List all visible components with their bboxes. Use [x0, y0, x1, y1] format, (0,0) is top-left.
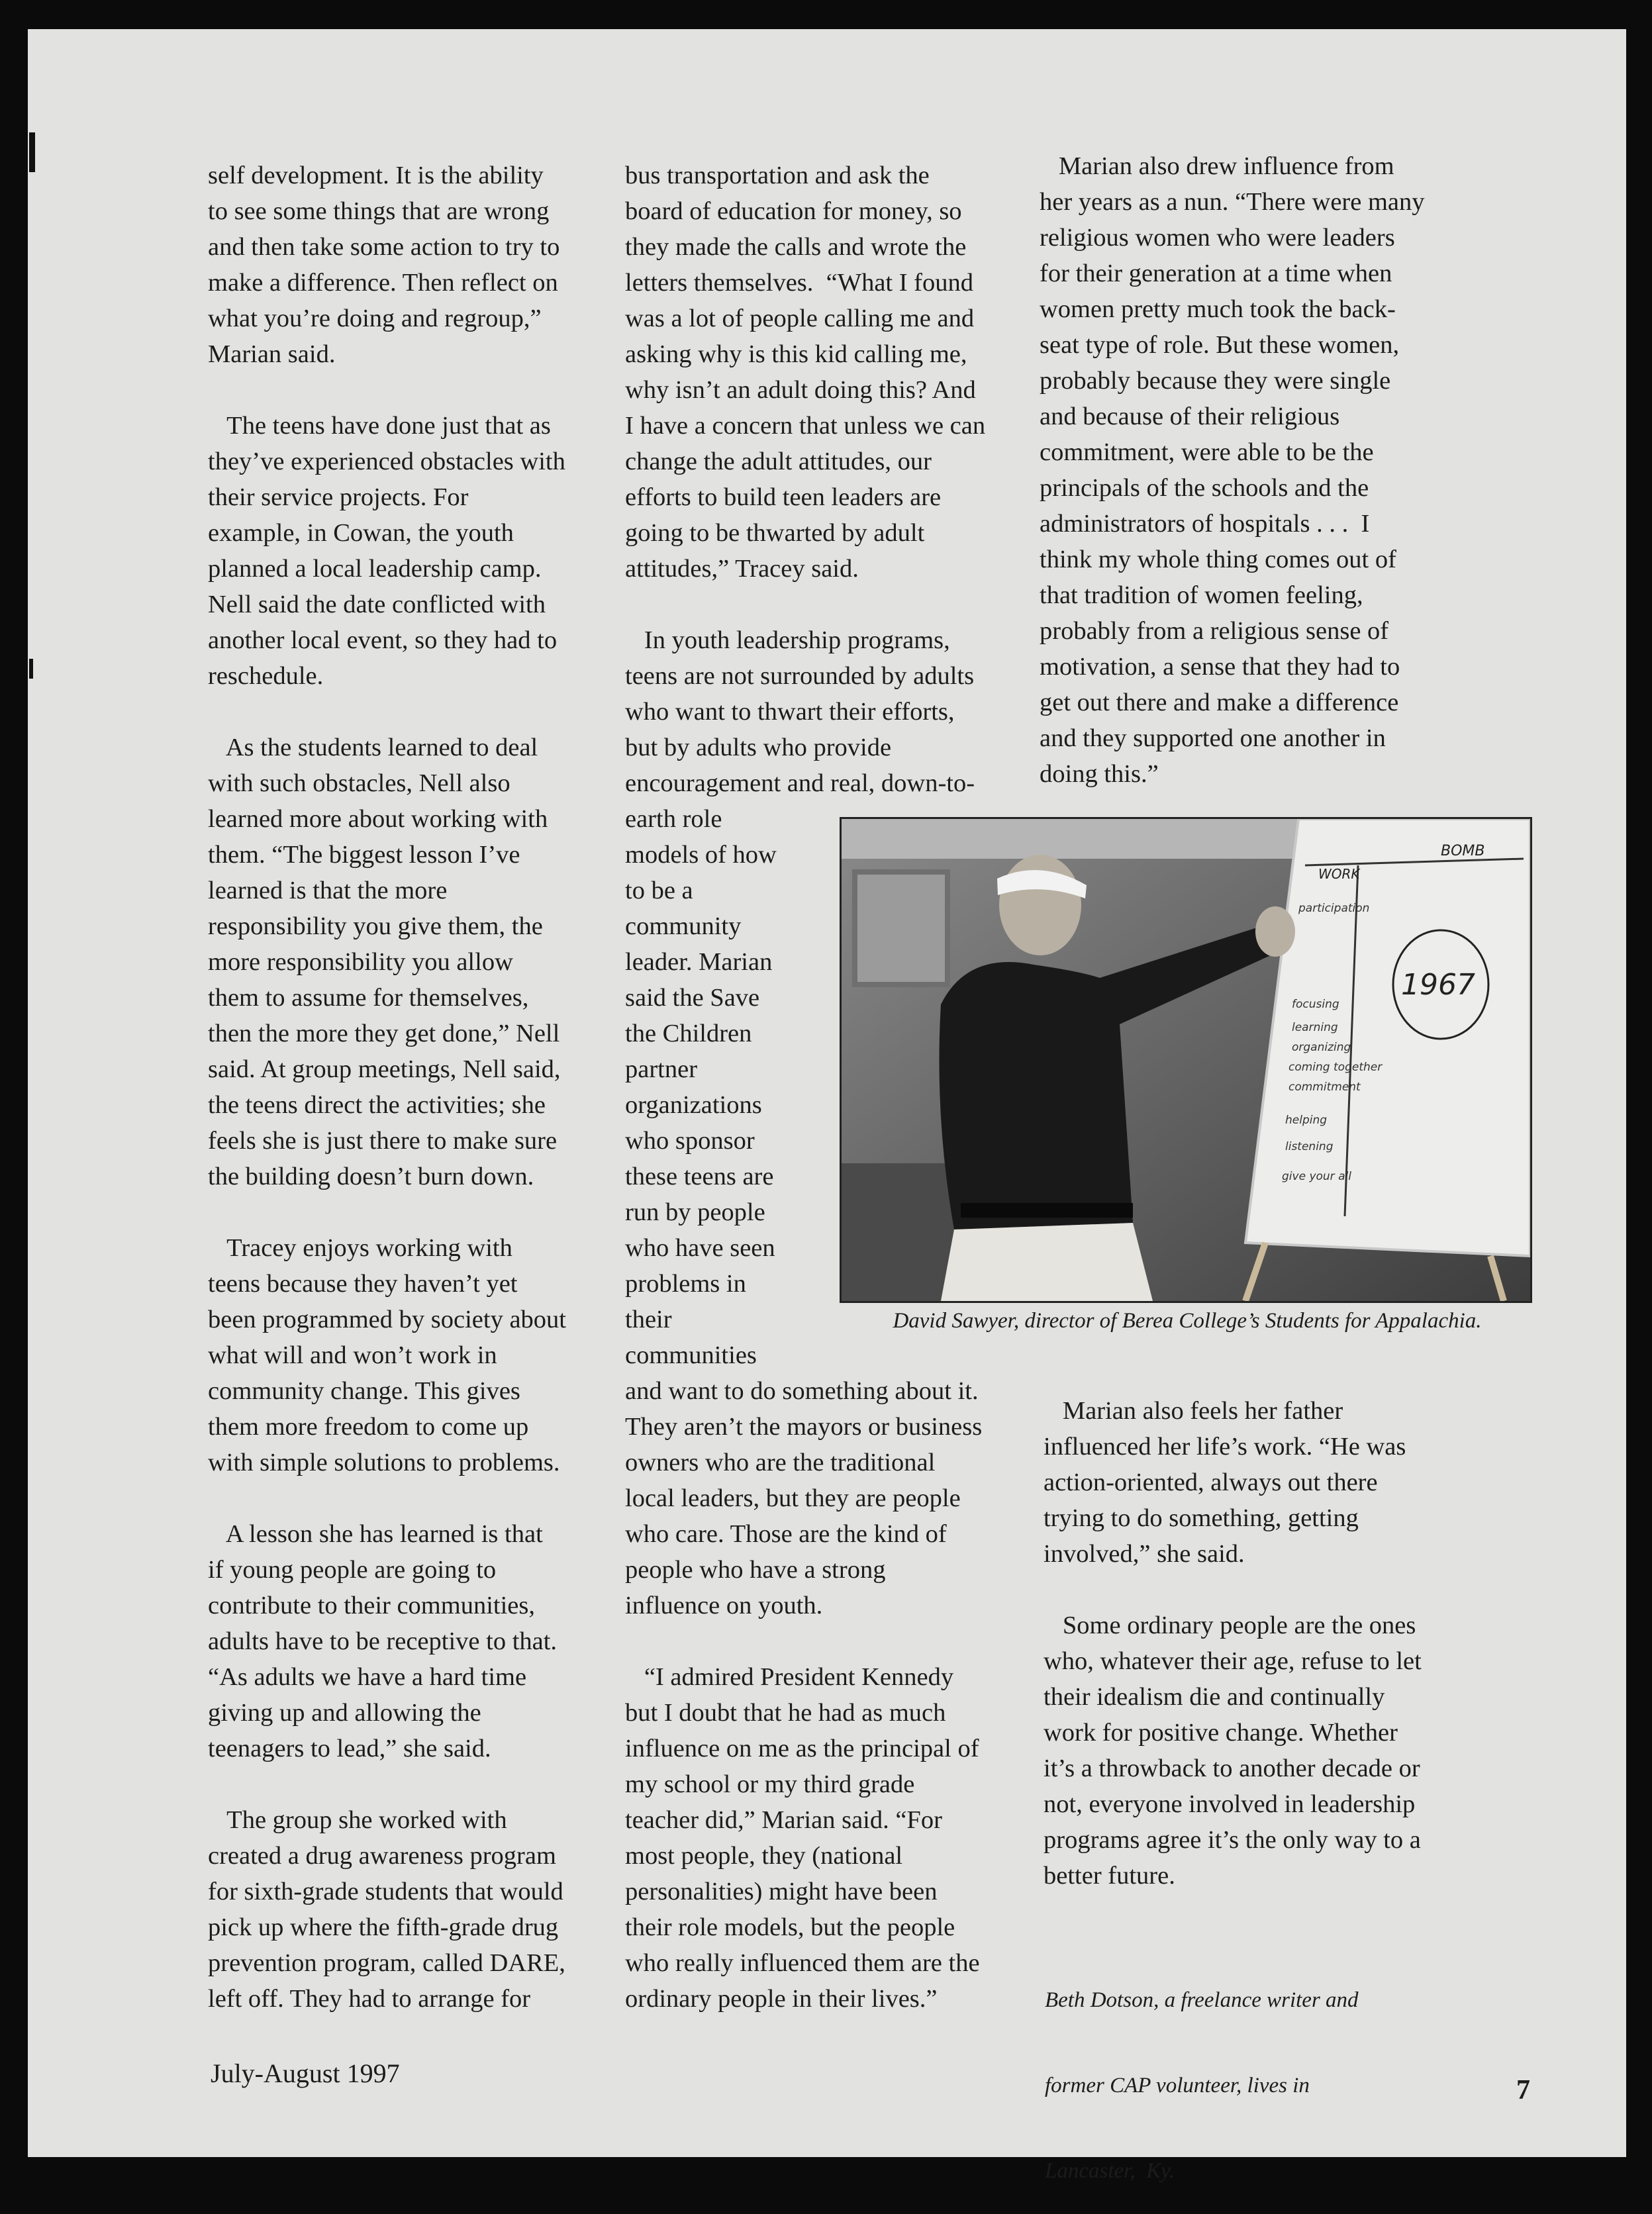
- text-line: who want to thwart their efforts,: [625, 698, 955, 726]
- text-line: another local event, so they had to: [208, 626, 558, 654]
- text-line: more responsibility you allow: [208, 948, 513, 976]
- text-line: to see some things that are wrong: [208, 197, 550, 225]
- text-line: and then take some action to try to: [208, 233, 560, 261]
- text-line: leader. Marian: [625, 948, 773, 976]
- board-word: learning: [1292, 1021, 1338, 1034]
- text-line: communities: [625, 1341, 757, 1369]
- article-column-1: [208, 158, 618, 2017]
- text-line: Marian also feels her father: [1044, 1397, 1343, 1425]
- text-line: giving up and allowing the: [208, 1699, 481, 1727]
- text-line: Marian also drew influence from: [1040, 152, 1394, 180]
- article-photo: [840, 817, 1532, 1303]
- author-note: [1045, 1929, 1359, 2214]
- text-line: Some ordinary people are the ones: [1044, 1612, 1416, 1639]
- text-line: teacher did,” Marian said. “For: [625, 1806, 942, 1834]
- issue-date: July-August 1997: [211, 2058, 400, 2088]
- text-line: but I doubt that he had as much: [625, 1699, 946, 1727]
- text-line: board of education for money, so: [625, 197, 962, 225]
- text-line: what you’re doing and regroup,”: [208, 305, 542, 332]
- text-line: who have seen: [625, 1234, 775, 1262]
- board-header-left: WORK: [1318, 866, 1360, 882]
- text-line: their role models, but the people: [625, 1913, 955, 1941]
- paragraph-gap: [208, 1194, 618, 1230]
- text-line: change the adult attitudes, our: [625, 448, 932, 475]
- text-line: who really influenced them are the: [625, 1949, 980, 1977]
- text-line: owners who are the traditional: [625, 1449, 936, 1476]
- author-note-line: Beth Dotson, a freelance writer and: [1045, 1988, 1359, 2012]
- text-line: who sponsor: [625, 1127, 755, 1155]
- text-line: get out there and make a difference: [1040, 689, 1399, 716]
- text-line: local leaders, but they are people: [625, 1484, 961, 1512]
- text-line: what will and won’t work in: [208, 1341, 497, 1369]
- text-line: encouragement and real, down-to-: [625, 769, 975, 797]
- text-line: models of how: [625, 841, 777, 869]
- board-word: commitment: [1288, 1081, 1361, 1094]
- paragraph-gap: [1044, 1572, 1520, 1608]
- text-line: feels she is just there to make sure: [208, 1127, 558, 1155]
- board-word: participation: [1298, 902, 1370, 915]
- text-line: pick up where the fifth-grade drug: [208, 1913, 559, 1941]
- text-line: influence on me as the principal of: [625, 1735, 979, 1762]
- text-line: Nell said the date conflicted with: [208, 591, 546, 618]
- scan-edge-mark: [29, 132, 35, 172]
- text-line: organizations: [625, 1091, 762, 1119]
- text-line: run by people: [625, 1198, 765, 1226]
- text-line: the teens direct the activities; she: [208, 1091, 546, 1119]
- text-line: commitment, were able to be the: [1040, 438, 1374, 466]
- text-line: prevention program, called DARE,: [208, 1949, 565, 1977]
- page-number: 7: [1516, 2075, 1530, 2105]
- text-line: doing this.”: [1040, 760, 1159, 788]
- paragraph-gap: [208, 372, 618, 408]
- board-word: focusing: [1292, 998, 1339, 1011]
- text-line: these teens are: [625, 1163, 774, 1190]
- text-line: they made the calls and wrote the: [625, 233, 967, 261]
- text-line: the building doesn’t burn down.: [208, 1163, 534, 1190]
- text-line: community: [625, 912, 742, 940]
- text-line: who care. Those are the kind of: [625, 1520, 947, 1548]
- text-line: if young people are going to: [208, 1556, 497, 1584]
- text-line: women pretty much took the back-: [1040, 295, 1396, 323]
- text-line: contribute to their communities,: [208, 1592, 535, 1619]
- text-line: planned a local leadership camp.: [208, 555, 542, 583]
- window: [855, 872, 947, 985]
- text-line: attitudes,” Tracey said.: [625, 555, 859, 583]
- text-line: work for positive change. Whether: [1044, 1719, 1398, 1747]
- text-line: community change. This gives: [208, 1377, 520, 1405]
- text-line: The teens have done just that as: [208, 412, 551, 440]
- paragraph-gap: [208, 694, 618, 730]
- text-line: probably because they were single: [1040, 367, 1391, 395]
- board-word: give your all: [1282, 1170, 1351, 1183]
- text-line: said. At group meetings, Nell said,: [208, 1055, 561, 1083]
- text-line: going to be thwarted by adult: [625, 519, 925, 547]
- text-line: learned is that the more: [208, 877, 448, 904]
- text-line: bus transportation and ask the: [625, 162, 930, 189]
- text-line: not, everyone involved in leadership: [1044, 1790, 1416, 1818]
- text-line: with simple solutions to problems.: [208, 1449, 560, 1476]
- text-line: and want to do something about it.: [625, 1377, 979, 1405]
- text-line: reschedule.: [208, 662, 324, 690]
- text-line: for sixth-grade students that would: [208, 1878, 563, 1905]
- text-line: influenced her life’s work. “He was: [1044, 1433, 1406, 1461]
- article-column-3-bottom: [1044, 1393, 1520, 1894]
- text-line: efforts to build teen leaders are: [625, 483, 942, 511]
- text-line: been programmed by society about: [208, 1306, 566, 1333]
- text-line: was a lot of people calling me and: [625, 305, 975, 332]
- text-line: In youth leadership programs,: [625, 626, 950, 654]
- board-word: listening: [1285, 1140, 1334, 1153]
- text-line: motivation, a sense that they had to: [1040, 653, 1400, 681]
- text-line: make a difference. Then reflect on: [208, 269, 558, 297]
- text-line: trying to do something, getting: [1044, 1504, 1359, 1532]
- text-line: it’s a throwback to another decade or: [1044, 1755, 1420, 1782]
- text-line: I have a concern that unless we can: [625, 412, 986, 440]
- text-line: principals of the schools and the: [1040, 474, 1369, 502]
- text-line: learned more about working with: [208, 805, 548, 833]
- text-line: but by adults who provide: [625, 734, 892, 761]
- text-line: action-oriented, always out there: [1044, 1468, 1378, 1496]
- text-line: partner: [625, 1055, 698, 1083]
- text-line: example, in Cowan, the youth: [208, 519, 514, 547]
- text-line: involved,” she said.: [1044, 1540, 1245, 1568]
- text-line: why isn’t an adult doing this? And: [625, 376, 976, 404]
- board-circle-text: 1967: [1401, 968, 1475, 1002]
- text-line: “As adults we have a hard time: [208, 1663, 527, 1691]
- text-line: probably from a religious sense of: [1040, 617, 1389, 645]
- board-header-right: BOMB: [1441, 843, 1485, 859]
- text-line: As the students learned to deal: [208, 734, 538, 761]
- text-line: her years as a nun. “There were many: [1040, 188, 1425, 216]
- text-line: they’ve experienced obstacles with: [208, 448, 565, 475]
- text-line: them to assume for themselves,: [208, 984, 529, 1012]
- paragraph-gap: [625, 1623, 1036, 1659]
- text-line: ordinary people in their lives.”: [625, 1985, 938, 2013]
- photo-illustration: [842, 819, 1530, 1301]
- text-line: personalities) might have been: [625, 1878, 938, 1905]
- text-line: created a drug awareness program: [208, 1842, 556, 1870]
- board-word: coming together: [1288, 1061, 1383, 1074]
- text-line: to be a: [625, 877, 693, 904]
- text-line: “I admired President Kennedy: [625, 1663, 954, 1691]
- text-line: their idealism die and continually: [1044, 1683, 1385, 1711]
- text-line: people who have a strong: [625, 1556, 886, 1584]
- text-line: adults have to be receptive to that.: [208, 1627, 558, 1655]
- text-line: most people, they (national: [625, 1842, 903, 1870]
- text-line: letters themselves. “What I found: [625, 269, 973, 297]
- text-line: said the Save: [625, 984, 760, 1012]
- text-line: problems in: [625, 1270, 746, 1298]
- text-line: and because of their religious: [1040, 403, 1340, 430]
- author-note-line: Lancaster, Ky.: [1045, 2159, 1175, 2183]
- photo-caption: David Sawyer, director of Berea College’s Students for Appalachia.: [893, 1309, 1482, 1333]
- text-line: their service projects. For: [208, 483, 469, 511]
- text-line: self development. It is the ability: [208, 162, 544, 189]
- text-line: programs agree it’s the only way to a: [1044, 1826, 1421, 1854]
- text-line: Tracey enjoys working with: [208, 1234, 512, 1262]
- text-line: seat type of role. But these women,: [1040, 331, 1400, 359]
- scan-edge-mark: [29, 659, 33, 679]
- paragraph-gap: [208, 1766, 618, 1802]
- text-line: administrators of hospitals . . . I: [1040, 510, 1370, 538]
- text-line: The group she worked with: [208, 1806, 507, 1834]
- text-line: left off. They had to arrange for: [208, 1985, 531, 2013]
- text-line: religious women who were leaders: [1040, 224, 1395, 252]
- paragraph-gap: [208, 1480, 618, 1516]
- text-line: the Children: [625, 1020, 752, 1047]
- text-line: then the more they get done,” Nell: [208, 1020, 560, 1047]
- text-line: them. “The biggest lesson I’ve: [208, 841, 520, 869]
- text-line: asking why is this kid calling me,: [625, 340, 967, 368]
- text-line: with such obstacles, Nell also: [208, 769, 510, 797]
- text-line: teens because they haven’t yet: [208, 1270, 518, 1298]
- text-line: better future.: [1044, 1862, 1175, 1890]
- text-line: teens are not surrounded by adults: [625, 662, 975, 690]
- text-line: think my whole thing comes out of: [1040, 546, 1396, 573]
- board-word: organizing: [1292, 1041, 1351, 1054]
- text-line: earth role: [625, 805, 722, 833]
- text-line: A lesson she has learned is that: [208, 1520, 543, 1548]
- board-word: helping: [1285, 1114, 1328, 1127]
- text-line: their: [625, 1306, 672, 1333]
- text-line: who, whatever their age, refuse to let: [1044, 1647, 1422, 1675]
- author-note-line: former CAP volunteer, lives in: [1045, 2074, 1310, 2097]
- text-line: teenagers to lead,” she said.: [208, 1735, 491, 1762]
- flipchart: [1245, 819, 1530, 1301]
- text-line: for their generation at a time when: [1040, 260, 1392, 287]
- text-line: They aren’t the mayors or business: [625, 1413, 983, 1441]
- text-line: Marian said.: [208, 340, 336, 368]
- text-line: responsibility you give them, the: [208, 912, 543, 940]
- text-line: my school or my third grade: [625, 1770, 915, 1798]
- article-column-3-top: [1040, 148, 1516, 792]
- text-line: influence on youth.: [625, 1592, 823, 1619]
- text-line: and they supported one another in: [1040, 724, 1386, 752]
- text-line: them more freedom to come up: [208, 1413, 529, 1441]
- text-line: that tradition of women feeling,: [1040, 581, 1363, 609]
- paragraph-gap: [625, 587, 1036, 622]
